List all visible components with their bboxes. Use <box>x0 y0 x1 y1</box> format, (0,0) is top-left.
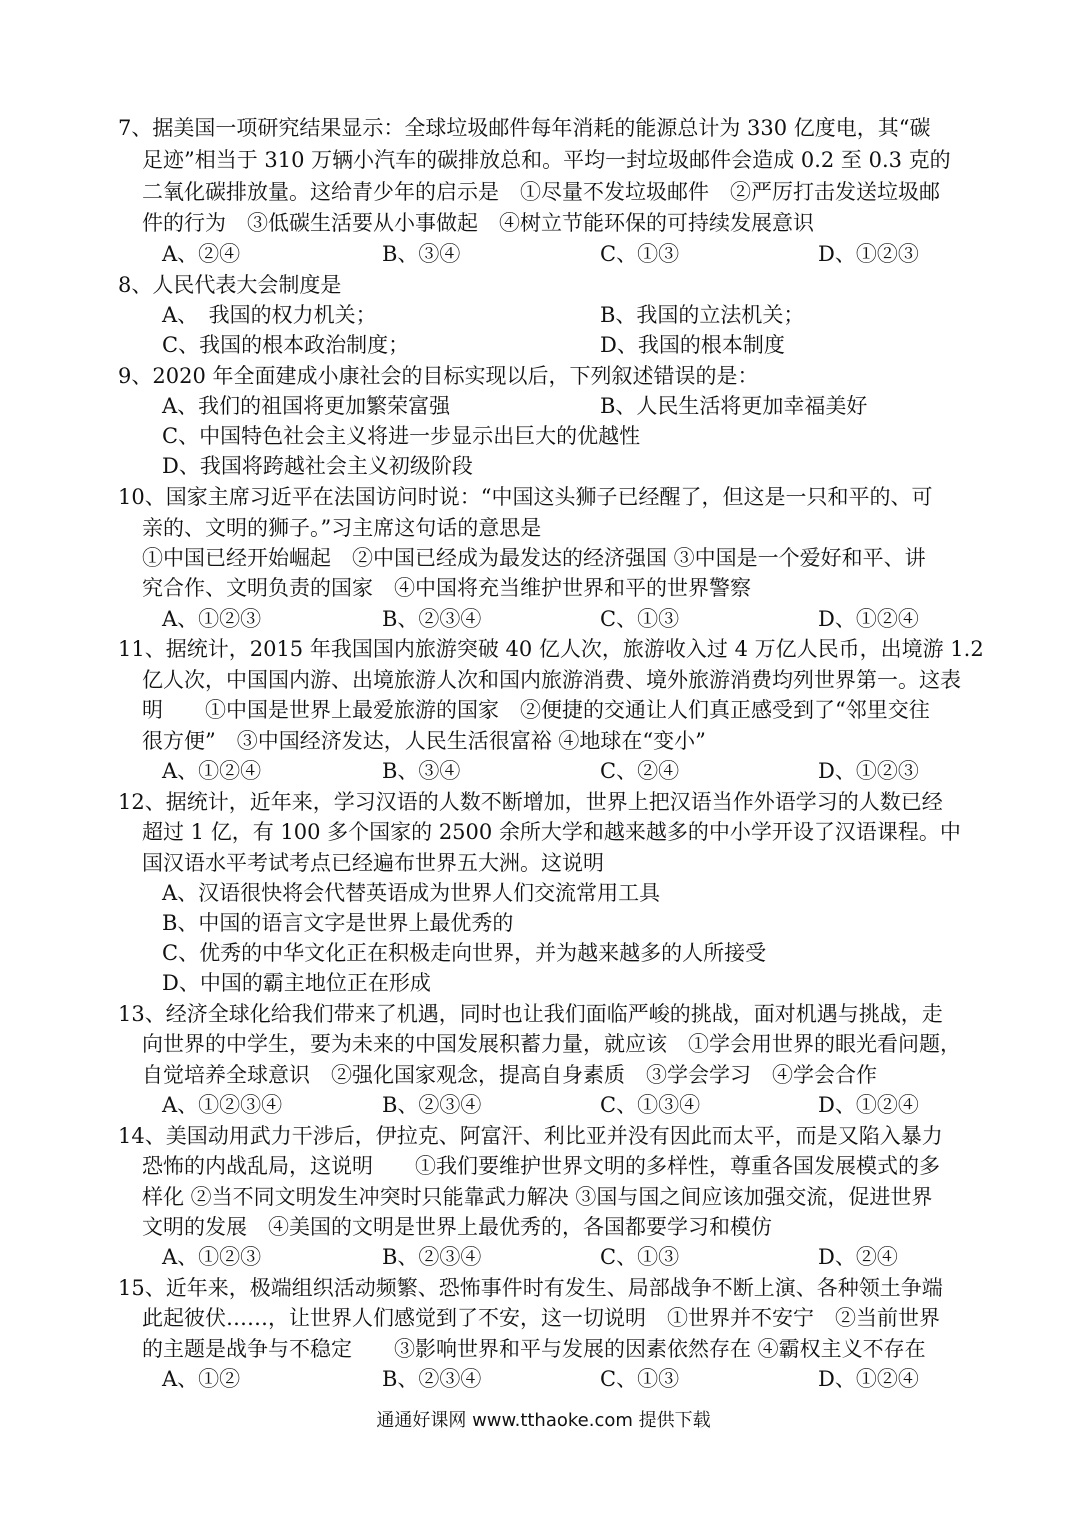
question-11-option-c: C、②④ <box>600 759 680 783</box>
question-8-option-a: A、 我国的权力机关； <box>162 303 377 327</box>
question-12-option-d: D、中国的霸主地位正在形成 <box>162 971 431 995</box>
question-9-option-c: C、中国特色社会主义将进一步显示出巨大的优越性 <box>162 424 641 448</box>
question-14-line-3: 样化 ②当不同文明发生冲突时只能靠武力解决 ③国与国之间应该加强交流，促进世界 <box>142 1185 933 1209</box>
question-14-option-a: A、①②③ <box>162 1245 262 1269</box>
question-10-option-d: D、①②④ <box>818 607 919 631</box>
question-13-option-b: B、②③④ <box>382 1093 482 1117</box>
question-8-option-b: B、我国的立法机关； <box>600 303 805 327</box>
question-14-option-d: D、②④ <box>818 1245 898 1269</box>
question-12-option-c: C、优秀的中华文化正在积极走向世界，并为越来越多的人所接受 <box>162 941 767 965</box>
question-14-line-2: 恐怖的内战乱局，这说明 ①我们要维护世界文明的多样性，尊重各国发展模式的多 <box>142 1154 940 1178</box>
question-11-option-b: B、③④ <box>382 759 461 783</box>
question-9-line-1: 9、2020 年全面建成小康社会的目标实现以后，下列叙述错误的是： <box>118 364 759 388</box>
question-10-option-a: A、①②③ <box>162 607 262 631</box>
question-8-line-1: 8、人民代表大会制度是 <box>118 273 342 297</box>
question-11-option-a: A、①②④ <box>162 759 262 783</box>
question-15-line-3: 的主题是战争与不稳定 ③影响世界和平与发展的因素依然存在 ④霸权主义不存在 <box>142 1337 926 1361</box>
question-11-line-4: 很方便” ③中国经济发达，人民生活很富裕 ④地球在“变小” <box>142 729 706 753</box>
question-14-line-1: 14、美国动用武力干涉后，伊拉克、阿富汗、利比亚并没有因此而太平，而是又陷入暴力 <box>118 1124 943 1148</box>
question-12-line-2: 超过 1 亿，有 100 多个国家的 2500 余所大学和越来越多的中小学开设了汉语课程。中 <box>142 820 961 844</box>
page-footer: 通通好课网 www.tthaoke.com 提供下载 <box>376 1410 711 1431</box>
question-10-option-c: C、①③ <box>600 607 680 631</box>
question-7-line-4: 件的行为 ③低碳生活要从小事做起 ④树立节能环保的可持续发展意识 <box>142 211 814 235</box>
question-15-option-c: C、①③ <box>600 1367 680 1391</box>
question-14-option-b: B、②③④ <box>382 1245 482 1269</box>
question-14-option-c: C、①③ <box>600 1245 680 1269</box>
question-9-option-b: B、人民生活将更加幸福美好 <box>600 394 868 418</box>
question-14-line-4: 文明的发展 ④美国的文明是世界上最优秀的，各国都要学习和模仿 <box>142 1215 772 1239</box>
question-12-option-a: A、汉语很快将会代替英语成为世界人们交流常用工具 <box>162 881 661 905</box>
question-11-option-d: D、①②③ <box>818 759 919 783</box>
question-13-option-d: D、①②④ <box>818 1093 919 1117</box>
question-11-line-3: 明 ①中国是世界上最爱旅游的国家 ②便捷的交通让人们真正感受到了“邻里交往 <box>142 698 930 722</box>
question-12-line-1: 12、据统计，近年来，学习汉语的人数不断增加，世界上把汉语当作外语学习的人数已经 <box>118 790 943 814</box>
question-15-option-a: A、①② <box>162 1367 241 1391</box>
question-13-line-3: 自觉培养全球意识 ②强化国家观念，提高自身素质 ③学会学习 ④学会合作 <box>142 1063 877 1087</box>
question-15-line-1: 15、近年来，极端组织活动频繁、恐怖事件时有发生、局部战争不断上演、各种领土争端 <box>118 1276 943 1300</box>
question-7-option-c: C、①③ <box>600 242 680 266</box>
question-7-line-1: 7、据美国一项研究结果显示：全球垃圾邮件每年消耗的能源总计为 330 亿度电，其“碳 <box>118 116 931 140</box>
question-13-option-a: A、①②③④ <box>162 1093 283 1117</box>
question-10-line-1: 10、国家主席习近平在法国访问时说：“中国这头狮子已经醒了，但这是一只和平的、可 <box>118 485 933 509</box>
question-11-line-1: 11、据统计，2015 年我国国内旅游突破 40 亿人次，旅游收入过 4 万亿人民币，出境游 1.2 <box>118 637 984 661</box>
question-9-option-a: A、我们的祖国将更加繁荣富强 <box>162 394 451 418</box>
question-11-line-2: 亿人次，中国国内游、出境旅游人次和国内旅游消费、境外旅游消费均列世界第一。这表 <box>142 668 961 692</box>
question-10-line-2: 亲的、文明的狮子。”习主席这句话的意思是 <box>142 516 542 540</box>
question-15-option-b: B、②③④ <box>382 1367 482 1391</box>
question-7-option-a: A、②④ <box>162 242 241 266</box>
question-8-option-c: C、我国的根本政治制度； <box>162 333 410 357</box>
question-12-line-3: 国汉语水平考试考点已经遍布世界五大洲。这说明 <box>142 851 604 875</box>
question-15-line-2: 此起彼伏……，让世界人们感觉到了不安，这一切说明 ①世界并不安宁 ②当前世界 <box>142 1306 940 1330</box>
question-8-option-d: D、我国的根本制度 <box>600 333 785 357</box>
question-13-line-1: 13、经济全球化给我们带来了机遇，同时也让我们面临严峻的挑战，面对机遇与挑战，走 <box>118 1002 943 1026</box>
question-10-line-4: 究合作、文明负责的国家 ④中国将充当维护世界和平的世界警察 <box>142 576 751 600</box>
question-13-option-c: C、①③④ <box>600 1093 701 1117</box>
question-7-line-3: 二氧化碳排放量。这给青少年的启示是 ①尽量不发垃圾邮件 ②严厉打击发送垃圾邮 <box>142 180 940 204</box>
question-12-option-b: B、中国的语言文字是世界上最优秀的 <box>162 911 514 935</box>
question-9-option-d: D、我国将跨越社会主义初级阶段 <box>162 454 473 478</box>
question-7-line-2: 足迹”相当于 310 万辆小汽车的碳排放总和。平均一封垃圾邮件会造成 0.2 至 0.3 克的 <box>142 148 951 172</box>
question-7-option-d: D、①②③ <box>818 242 919 266</box>
question-10-option-b: B、②③④ <box>382 607 482 631</box>
question-13-line-2: 向世界的中学生，要为未来的中国发展积蓄力量，就应该 ①学会用世界的眼光看问题， <box>142 1032 961 1056</box>
question-15-option-d: D、①②④ <box>818 1367 919 1391</box>
question-7-option-b: B、③④ <box>382 242 461 266</box>
question-10-line-3: ①中国已经开始崛起 ②中国已经成为最发达的经济强国 ③中国是一个爱好和平、讲 <box>142 546 926 570</box>
